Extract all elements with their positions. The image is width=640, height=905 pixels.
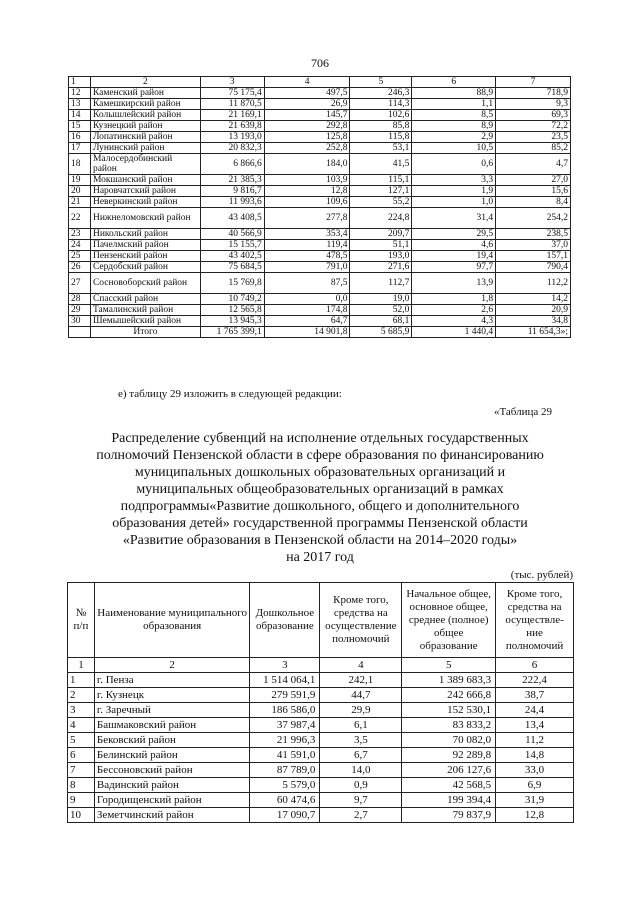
table-cell: 0,0 bbox=[264, 294, 350, 305]
district-name: Сосновоборский район bbox=[90, 273, 200, 294]
table-cell: 718,9 bbox=[496, 88, 571, 99]
table-cell: 14 bbox=[69, 110, 91, 121]
table-cell: 68,1 bbox=[350, 316, 412, 327]
district-name: Лопатинский район bbox=[90, 132, 200, 143]
header-cell: № п/п bbox=[68, 583, 95, 658]
table-cell: 23,5 bbox=[496, 132, 571, 143]
municipality-name: Белинский район bbox=[94, 748, 249, 763]
table-row bbox=[68, 703, 574, 718]
table-cell: 9 816,7 bbox=[200, 186, 264, 197]
table-row bbox=[68, 778, 574, 793]
table-cell: 497,5 bbox=[264, 88, 350, 99]
table-cell: 5 579,0 bbox=[250, 778, 320, 793]
table-row bbox=[68, 718, 574, 733]
table-cell: 292,8 bbox=[264, 121, 350, 132]
table-cell: 1,8 bbox=[412, 294, 496, 305]
district-name: Пензенский район bbox=[90, 251, 200, 262]
table-row bbox=[68, 688, 574, 703]
table-cell: 9,3 bbox=[496, 99, 571, 110]
table-cell: 119,4 bbox=[264, 240, 350, 251]
district-name: Неверкинский район bbox=[90, 197, 200, 208]
table-cell: 26 bbox=[69, 262, 91, 273]
table-cell: 0,6 bbox=[412, 154, 496, 175]
table-cell: 75 175,4 bbox=[200, 88, 264, 99]
table-row bbox=[68, 748, 574, 763]
table-row bbox=[68, 793, 574, 808]
table-cell: 20,9 bbox=[496, 305, 571, 316]
table-cell: 64,7 bbox=[264, 316, 350, 327]
table-cell: 206 127,6 bbox=[402, 763, 496, 778]
table-cell: 277,8 bbox=[264, 208, 350, 229]
district-name: Никольский район bbox=[90, 229, 200, 240]
table-cell: 9 bbox=[68, 793, 95, 808]
table-cell: 791,0 bbox=[264, 262, 350, 273]
table-cell: 174,8 bbox=[264, 305, 350, 316]
table-cell: 11 870,5 bbox=[200, 99, 264, 110]
total-cell: 14 901,8 bbox=[264, 327, 350, 338]
table-cell: 12,8 bbox=[496, 808, 574, 823]
table-row bbox=[69, 208, 571, 229]
title-line: полномочий Пензенской области в сфере образования по финансированию bbox=[96, 448, 544, 463]
table-cell: 193,0 bbox=[350, 251, 412, 262]
table-cell: 1 bbox=[68, 673, 95, 688]
table-row bbox=[69, 294, 571, 305]
table-cell: 52,0 bbox=[350, 305, 412, 316]
header-cell: 6 bbox=[412, 77, 496, 88]
table-row bbox=[68, 763, 574, 778]
table-cell: 115,1 bbox=[350, 175, 412, 186]
table-cell: 13,4 bbox=[496, 718, 574, 733]
table-row bbox=[69, 305, 571, 316]
municipality-name: Бессоновский район bbox=[94, 763, 249, 778]
municipality-name: Вадинский район bbox=[94, 778, 249, 793]
table-cell: 4,3 bbox=[412, 316, 496, 327]
district-name: Колышлейский район bbox=[90, 110, 200, 121]
table-cell: 29 bbox=[69, 305, 91, 316]
table-cell: 6 bbox=[68, 748, 95, 763]
table-cell: 6,9 bbox=[496, 778, 574, 793]
table-cell: 112,2 bbox=[496, 273, 571, 294]
table-row bbox=[69, 251, 571, 262]
table-cell: 3 bbox=[68, 703, 95, 718]
table-row bbox=[69, 132, 571, 143]
table-cell: 43 408,5 bbox=[200, 208, 264, 229]
table-cell: 34,8 bbox=[496, 316, 571, 327]
district-name: Мокшанский район bbox=[90, 175, 200, 186]
title-line: образования детей» государственной программы Пензенской области bbox=[112, 516, 528, 531]
table-cell: 19,0 bbox=[350, 294, 412, 305]
table-cell: 60 474,6 bbox=[250, 793, 320, 808]
column-index-row bbox=[68, 658, 574, 673]
table-cell: 31,4 bbox=[412, 208, 496, 229]
index-cell: 1 bbox=[68, 658, 95, 673]
table-cell: 21 169,1 bbox=[200, 110, 264, 121]
index-cell: 2 bbox=[94, 658, 249, 673]
table-cell: 152 530,1 bbox=[402, 703, 496, 718]
table-cell: 114,3 bbox=[350, 99, 412, 110]
amendment-note: е) таблицу 29 изложить в следующей редакции: bbox=[118, 388, 342, 400]
table-cell: 8,5 bbox=[412, 110, 496, 121]
table-cell: 41 591,0 bbox=[250, 748, 320, 763]
municipality-name: г. Заречный bbox=[94, 703, 249, 718]
table-cell: 8 bbox=[68, 778, 95, 793]
table-cell: 87 789,0 bbox=[250, 763, 320, 778]
district-name: Нижнеломовский район bbox=[90, 208, 200, 229]
table-cell: 5 bbox=[68, 733, 95, 748]
table-header-row bbox=[69, 77, 571, 88]
table-cell: 88,9 bbox=[412, 88, 496, 99]
table-cell: 1,1 bbox=[412, 99, 496, 110]
district-name: Наровчатский район bbox=[90, 186, 200, 197]
table-cell: 478,5 bbox=[264, 251, 350, 262]
table-cell: 209,7 bbox=[350, 229, 412, 240]
table-cell: 10 bbox=[68, 808, 95, 823]
table-cell: 224,8 bbox=[350, 208, 412, 229]
table-cell: 7 bbox=[68, 763, 95, 778]
index-cell: 4 bbox=[320, 658, 402, 673]
total-cell: 1 765 399,1 bbox=[200, 327, 264, 338]
table-cell: 145,7 bbox=[264, 110, 350, 121]
table-cell: 97,7 bbox=[412, 262, 496, 273]
table-cell: 1 389 683,3 bbox=[402, 673, 496, 688]
district-name: Малосердобинский район bbox=[90, 154, 200, 175]
document-title bbox=[0, 430, 640, 566]
district-name: Пачелмский район bbox=[90, 240, 200, 251]
index-cell: 5 bbox=[402, 658, 496, 673]
table-row bbox=[69, 99, 571, 110]
table-cell: 38,7 bbox=[496, 688, 574, 703]
table-cell: 92 289,8 bbox=[402, 748, 496, 763]
table-cell: 10,5 bbox=[412, 143, 496, 154]
table-cell: 6 866,6 bbox=[200, 154, 264, 175]
district-name: Кузнецкий район bbox=[90, 121, 200, 132]
district-name: Сердобский район bbox=[90, 262, 200, 273]
table-cell: 31,9 bbox=[496, 793, 574, 808]
table-cell: 21 385,3 bbox=[200, 175, 264, 186]
table-cell: 21 639,8 bbox=[200, 121, 264, 132]
total-cell bbox=[69, 327, 91, 338]
table-cell: 271,6 bbox=[350, 262, 412, 273]
table-cell: 17 bbox=[69, 143, 91, 154]
table-cell: 44,7 bbox=[320, 688, 402, 703]
table-cell: 17 090,7 bbox=[250, 808, 320, 823]
table-cell: 13 193,0 bbox=[200, 132, 264, 143]
table-row bbox=[69, 154, 571, 175]
table-cell: 4 bbox=[68, 718, 95, 733]
table-cell: 1,9 bbox=[412, 186, 496, 197]
table-cell: 15 bbox=[69, 121, 91, 132]
table-cell: 21 bbox=[69, 197, 91, 208]
table-cell: 102,6 bbox=[350, 110, 412, 121]
table-cell: 11,2 bbox=[496, 733, 574, 748]
table-cell: 4,7 bbox=[496, 154, 571, 175]
total-cell: 11 654,3»; bbox=[496, 327, 571, 338]
table-cell: 79 837,9 bbox=[402, 808, 496, 823]
table-cell: 3,5 bbox=[320, 733, 402, 748]
header-cell: Кроме того, средства на осуществление полномочий bbox=[320, 583, 402, 658]
table-cell: 28 bbox=[69, 294, 91, 305]
title-line: Распределение субвенций на исполнение отдельных государственных bbox=[111, 431, 529, 446]
table-cell: 2,6 bbox=[412, 305, 496, 316]
district-name: Спасский район bbox=[90, 294, 200, 305]
table-cell: 37,0 bbox=[496, 240, 571, 251]
table-header-row bbox=[68, 583, 574, 658]
district-name: Каменский район bbox=[90, 88, 200, 99]
title-line: подпрограммы«Развитие дошкольного, общего и дополнительного bbox=[120, 499, 520, 514]
table-cell: 6,7 bbox=[320, 748, 402, 763]
header-cell: Кроме того, средства на осуществле-ние полномочий bbox=[496, 583, 574, 658]
table-cell: 16 bbox=[69, 132, 91, 143]
district-name: Шемышейский район bbox=[90, 316, 200, 327]
table-cell: 184,0 bbox=[264, 154, 350, 175]
table-cell: 13 bbox=[69, 99, 91, 110]
table-cell: 199 394,4 bbox=[402, 793, 496, 808]
table-cell: 115,8 bbox=[350, 132, 412, 143]
table-row bbox=[68, 733, 574, 748]
table-row bbox=[69, 262, 571, 273]
table-cell: 26,9 bbox=[264, 99, 350, 110]
table-cell: 10 749,2 bbox=[200, 294, 264, 305]
table-cell: 1,0 bbox=[412, 197, 496, 208]
table-row bbox=[68, 808, 574, 823]
table-cell: 103,9 bbox=[264, 175, 350, 186]
table-cell: 24 bbox=[69, 240, 91, 251]
title-line: муниципальных дошкольных образовательных организаций и bbox=[134, 465, 506, 480]
district-name: Камешкирский район bbox=[90, 99, 200, 110]
table-cell: 25 bbox=[69, 251, 91, 262]
table-cell: 2 bbox=[68, 688, 95, 703]
table-cell: 15 769,8 bbox=[200, 273, 264, 294]
table-cell: 12 bbox=[69, 88, 91, 99]
table-cell: 13,9 bbox=[412, 273, 496, 294]
table-cell: 51,1 bbox=[350, 240, 412, 251]
header-cell: 7 bbox=[496, 77, 571, 88]
table-cell: 22 bbox=[69, 208, 91, 229]
table-cell: 87,5 bbox=[264, 273, 350, 294]
header-cell: 4 bbox=[264, 77, 350, 88]
table-row bbox=[69, 197, 571, 208]
municipality-name: Бековский район bbox=[94, 733, 249, 748]
table-cell: 53,1 bbox=[350, 143, 412, 154]
header-cell: 2 bbox=[90, 77, 200, 88]
table-cell: 27 bbox=[69, 273, 91, 294]
table-cell: 72,2 bbox=[496, 121, 571, 132]
unit-label: (тыс. рублей) bbox=[510, 569, 573, 581]
total-cell: Итого bbox=[90, 327, 200, 338]
table-cell: 186 586,0 bbox=[250, 703, 320, 718]
table-cell: 27,0 bbox=[496, 175, 571, 186]
table-cell: 20 bbox=[69, 186, 91, 197]
table-cell: 83 833,2 bbox=[402, 718, 496, 733]
table-cell: 14,0 bbox=[320, 763, 402, 778]
table-cell: 112,7 bbox=[350, 273, 412, 294]
header-cell: 5 bbox=[350, 77, 412, 88]
table-cell: 2,9 bbox=[412, 132, 496, 143]
table-cell: 279 591,9 bbox=[250, 688, 320, 703]
table-cell: 3,3 bbox=[412, 175, 496, 186]
table-cell: 6,1 bbox=[320, 718, 402, 733]
table-cell: 69,3 bbox=[496, 110, 571, 121]
table-cell: 242 666,8 bbox=[402, 688, 496, 703]
table-cell: 19,4 bbox=[412, 251, 496, 262]
table-cell: 15,6 bbox=[496, 186, 571, 197]
header-cell: Дошкольное образование bbox=[250, 583, 320, 658]
table-cell: 8,4 bbox=[496, 197, 571, 208]
table-cell: 242,1 bbox=[320, 673, 402, 688]
table-cell: 70 082,0 bbox=[402, 733, 496, 748]
table-cell: 75 684,5 bbox=[200, 262, 264, 273]
table-cell: 12 565,8 bbox=[200, 305, 264, 316]
table-cell: 85,2 bbox=[496, 143, 571, 154]
total-cell: 5 685,9 bbox=[350, 327, 412, 338]
district-name: Лунинский район bbox=[90, 143, 200, 154]
title-line: «Развитие образования в Пензенской области на 2014–2020 годы» bbox=[122, 533, 518, 548]
table-cell: 14,8 bbox=[496, 748, 574, 763]
municipality-name: г. Пенза bbox=[94, 673, 249, 688]
total-row bbox=[69, 327, 571, 338]
table-cell: 33,0 bbox=[496, 763, 574, 778]
table-row bbox=[69, 121, 571, 132]
table-row bbox=[69, 143, 571, 154]
table-row bbox=[69, 186, 571, 197]
total-cell: 1 440,4 bbox=[412, 327, 496, 338]
index-cell: 3 bbox=[250, 658, 320, 673]
header-cell: 3 bbox=[200, 77, 264, 88]
table-cell: 41,5 bbox=[350, 154, 412, 175]
table-cell: 12,8 bbox=[264, 186, 350, 197]
table-row bbox=[69, 273, 571, 294]
table-cell: 18 bbox=[69, 154, 91, 175]
municipality-name: Земетчинский район bbox=[94, 808, 249, 823]
table-cell: 125,8 bbox=[264, 132, 350, 143]
table-cell: 29,9 bbox=[320, 703, 402, 718]
table-row bbox=[69, 240, 571, 251]
table-cell: 37 987,4 bbox=[250, 718, 320, 733]
table-row bbox=[69, 110, 571, 121]
table-cell: 55,2 bbox=[350, 197, 412, 208]
table-cell: 11 993,6 bbox=[200, 197, 264, 208]
subvention-table bbox=[67, 582, 574, 823]
district-name: Тамалинский район bbox=[90, 305, 200, 316]
table-cell: 19 bbox=[69, 175, 91, 186]
table-cell: 13 945,3 bbox=[200, 316, 264, 327]
index-cell: 6 bbox=[496, 658, 574, 673]
title-line: муниципальных общеобразовательных организаций в рамках bbox=[136, 482, 504, 497]
table-cell: 246,3 bbox=[350, 88, 412, 99]
table-cell: 43 402,5 bbox=[200, 251, 264, 262]
table-cell: 2,7 bbox=[320, 808, 402, 823]
table-row bbox=[69, 316, 571, 327]
table-cell: 252,8 bbox=[264, 143, 350, 154]
header-cell: Наименование муниципального образования bbox=[94, 583, 249, 658]
title-line: на 2017 год bbox=[286, 550, 354, 565]
table-cell: 30 bbox=[69, 316, 91, 327]
table-row bbox=[69, 229, 571, 240]
header-cell: 1 bbox=[69, 77, 91, 88]
municipality-name: г. Кузнецк bbox=[94, 688, 249, 703]
page-number: 706 bbox=[311, 56, 329, 70]
table-cell: 42 568,5 bbox=[402, 778, 496, 793]
table-row bbox=[68, 673, 574, 688]
table-cell: 1 514 064,1 bbox=[250, 673, 320, 688]
table-cell: 23 bbox=[69, 229, 91, 240]
header-cell: Начальное общее, основное общее, среднее (полное) общее образование bbox=[402, 583, 496, 658]
continued-table bbox=[68, 76, 571, 338]
table-cell: 14,2 bbox=[496, 294, 571, 305]
table-cell: 353,4 bbox=[264, 229, 350, 240]
table-cell: 24,4 bbox=[496, 703, 574, 718]
table-cell: 157,1 bbox=[496, 251, 571, 262]
table-cell: 8,9 bbox=[412, 121, 496, 132]
municipality-name: Башмаковский район bbox=[94, 718, 249, 733]
table-reference: «Таблица 29 bbox=[493, 406, 552, 418]
table-cell: 21 996,3 bbox=[250, 733, 320, 748]
table-cell: 790,4 bbox=[496, 262, 571, 273]
table-cell: 15 155,7 bbox=[200, 240, 264, 251]
municipality-name: Городищенский район bbox=[94, 793, 249, 808]
table-cell: 238,5 bbox=[496, 229, 571, 240]
table-cell: 9,7 bbox=[320, 793, 402, 808]
table-cell: 0,9 bbox=[320, 778, 402, 793]
table-cell: 254,2 bbox=[496, 208, 571, 229]
table-row bbox=[69, 175, 571, 186]
table-cell: 127,1 bbox=[350, 186, 412, 197]
table-cell: 4,6 bbox=[412, 240, 496, 251]
table-cell: 109,6 bbox=[264, 197, 350, 208]
table-cell: 29,5 bbox=[412, 229, 496, 240]
table-row bbox=[69, 88, 571, 99]
table-cell: 40 566,9 bbox=[200, 229, 264, 240]
table-cell: 222,4 bbox=[496, 673, 574, 688]
table-cell: 85,8 bbox=[350, 121, 412, 132]
table-cell: 20 832,3 bbox=[200, 143, 264, 154]
